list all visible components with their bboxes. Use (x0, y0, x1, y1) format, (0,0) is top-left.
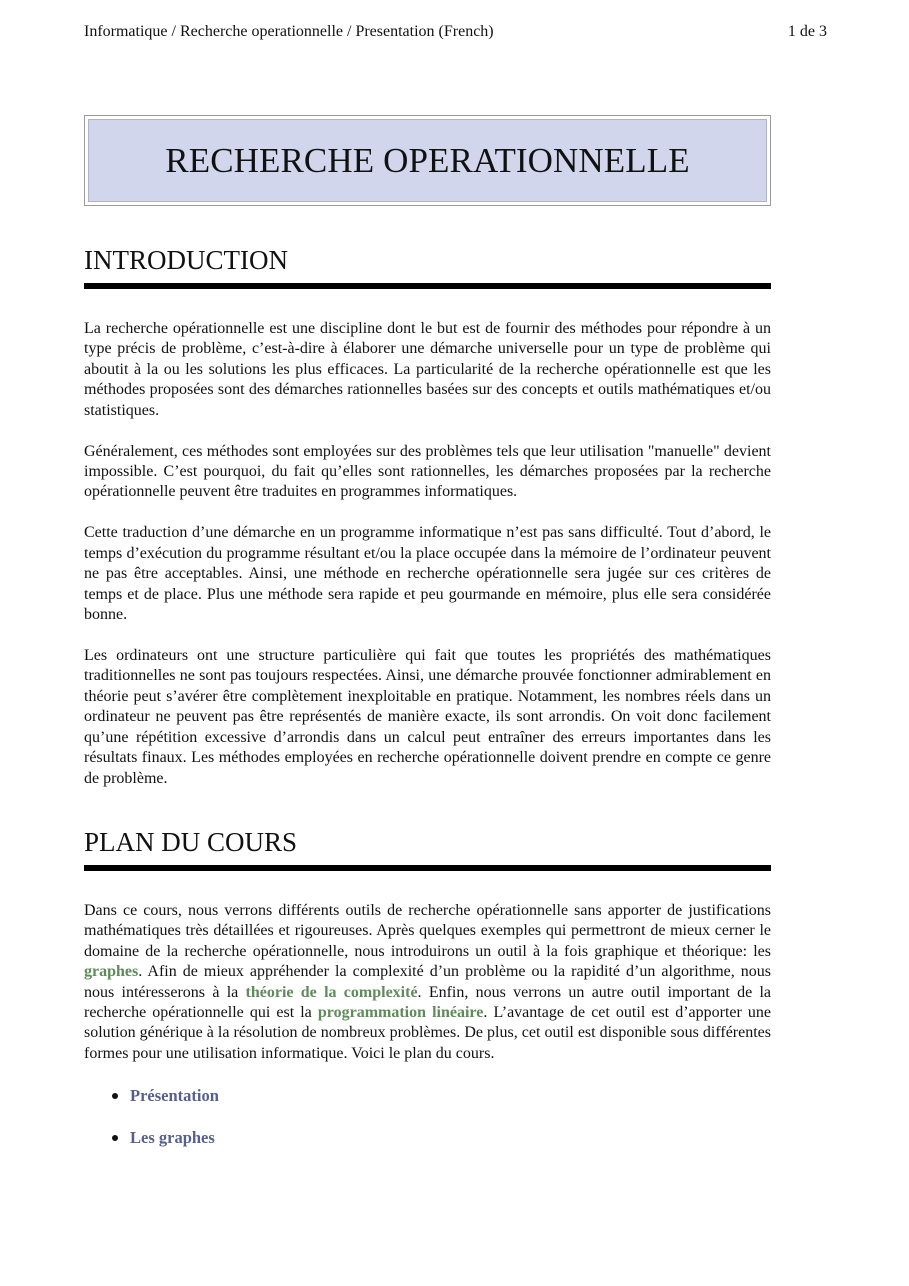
document-body (84, 240, 771, 1169)
plan-list (84, 1085, 771, 1149)
link-graphes[interactable]: graphes (84, 963, 139, 981)
section-heading-plan: PLAN DU COURS (84, 826, 298, 857)
section-introduction (84, 240, 771, 789)
running-header (84, 21, 827, 43)
page-title: RECHERCHE OPERATIONNELLE (165, 140, 690, 180)
link-programmation-lineaire[interactable]: programmation linéaire (317, 1003, 484, 1021)
plan-text: . Enfin, nous verrons un autre outil important de la recherche opérationnelle qui est la (84, 983, 771, 1021)
section-divider (84, 283, 771, 289)
intro-paragraph-3: Cette traduction d’une démarche en un programme informatique n’est pas sans difficulté. Tout d’abord, le temps d’exécution du programme résultant et/ou la place occupée dans la mémoire de l’ordinateur peuvent ne pas être acceptables. Ainsi, une méthode en recherche opérationnelle sera jugée sur ces critères de temps et de place. Plus une méthode sera rapide et peu gourmande en mémoire, plus elle sera considérée bonne. (84, 524, 771, 624)
link-les-graphes[interactable]: Les graphes (130, 1128, 215, 1148)
plan-paragraph (84, 901, 771, 1064)
section-plan-du-cours (84, 822, 771, 1149)
list-item (84, 1127, 771, 1149)
plan-text: Dans ce cours, nous verrons différents outils de recherche opérationnelle sans apporter de justifications mathématiques très détaillées et rigoureuses. Après quelques exemples qui permettront de mieux cerner le domaine de la recherche opérationnelle, nous introduirons un outil à la fois graphique et théorique: les (84, 901, 771, 960)
title-box (84, 115, 771, 206)
title-box-inner (88, 119, 767, 202)
bullet-icon (112, 1093, 118, 1099)
breadcrumb: Informatique / Recherche operationnelle / Presentation (French) (84, 23, 494, 40)
section-heading-introduction: INTRODUCTION (84, 245, 288, 275)
intro-paragraph-2: Généralement, ces méthodes sont employées sur des problèmes tels que leur utilisation "manuelle" devient impossible. C’est pourquoi, du fait qu’elles sont rationnelles, les démarches proposées par la recherche opérationnelle peuvent être traduites en programmes informatiques. (84, 442, 771, 501)
intro-paragraph-1: La recherche opérationnelle est une discipline dont le but est de fournir des méthodes pour répondre à un type précis de problème, c’est-à-dire à élaborer une démarche universelle pour un type de problème qui aboutit à la ou les solutions les plus efficaces. La particularité de la recherche opérationnelle est que les méthodes proposées sont des démarches rationnelles basées sur des concepts et outils mathématiques et/ou statistiques. (84, 320, 771, 419)
plan-text: . Afin de mieux appréhender la complexité d’un problème ou la rapidité d’un algorithme, nous nous intéresserons à la (84, 963, 771, 1001)
section-divider (84, 865, 771, 871)
plan-text: . L’avantage de cet outil est d’apporter une solution générique à la résolution de nombreux problèmes. De plus, cet outil est disponible sous différentes formes pour une utilisation informatique. Voici le plan du cours. (84, 1003, 772, 1062)
link-theorie-complexite[interactable]: théorie de la complexité (245, 983, 418, 1001)
intro-paragraph-4: Les ordinateurs ont une structure particulière qui fait que toutes les propriétés des mathématiques traditionnelles ne sont pas toujours respectées. Ainsi, une démarche prouvée fonctionner admirablement en théorie peut s’avérer être complètement inexploitable en pratique. Notamment, les nombres réels dans un ordinateur ne peuvent pas être représentés de manière exacte, ils sont arrondis. On voit donc facilement qu’une répétition excessive d’arrondis dans un calcul peut entraîner des erreurs importantes dans les résultats finaux. Les méthodes employées en recherche opérationnelle doivent prendre en compte ce genre de problème. (84, 647, 771, 787)
page-counter: 1 de 3 (787, 23, 827, 40)
bullet-icon (112, 1135, 118, 1141)
link-presentation[interactable]: Présentation (130, 1086, 219, 1106)
list-item (84, 1085, 771, 1107)
